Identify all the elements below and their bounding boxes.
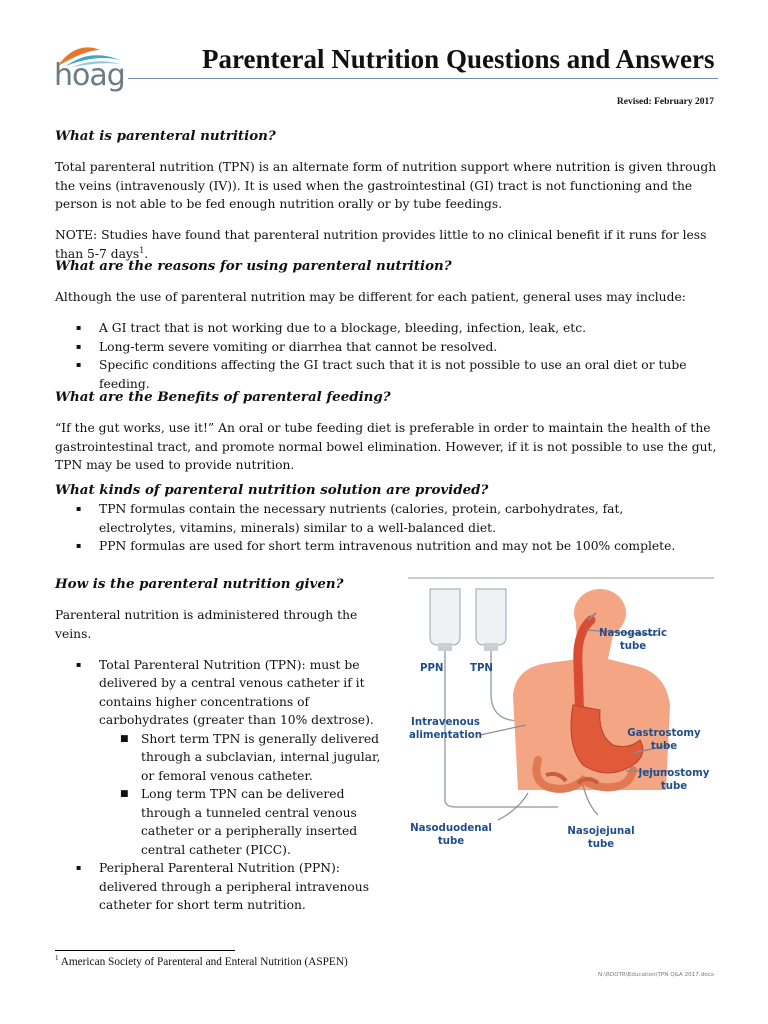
label-nasojejunal-tube: Nasojejunal tube: [567, 826, 635, 850]
footnote-ref[interactable]: 1: [139, 245, 145, 255]
paragraph: Parenteral nutrition is administered through the veins.: [55, 608, 358, 641]
label-ppn: PPN: [420, 663, 444, 674]
ppn-bag-icon: [430, 589, 460, 655]
label-intravenous-alimentation: Intravenous alimentation: [409, 717, 482, 741]
list-item: ▪ Specific conditions affecting the GI tract such that it is not possible to use an oral diet or tube feeding.: [99, 356, 699, 393]
hoag-logo: [50, 42, 130, 98]
tpn-sublist: [99, 730, 381, 860]
delivery-list: [55, 656, 390, 915]
footnote-rule: [55, 950, 235, 951]
section-what-is: [55, 127, 720, 275]
sublist-item: ■ Long term TPN can be delivered through a tunneled central venous catheter or a peripherally inserted central catheter (PICC).: [141, 785, 381, 859]
logo-text: hoag: [54, 58, 125, 93]
paragraph: “If the gut works, use it!” An oral or tube feeding diet is preferable in order to maintain the health of the gastrointestinal tract, and promote normal bowel elimination. However, if it is not possible to use the gut, TPN may be used to provide nutrition.: [55, 421, 717, 473]
section-heading: How is the parenteral nutrition given?: [55, 576, 344, 592]
page-title: Parenteral Nutrition Questions and Answers: [202, 44, 715, 74]
revised-date: Revised: February 2017: [616, 97, 714, 107]
footnote-number: 1: [55, 954, 59, 963]
tpn-bag-icon: [476, 589, 506, 651]
list-item: ▪ TPN formulas contain the necessary nutrients (calories, protein, carbohydrates, fat, electrolytes, vitamins, minerals) similar to a well-balanced diet.: [99, 500, 659, 537]
note-text: NOTE: Studies have found that parenteral nutrition provides little to no clinical benefit if it runs for less than 5-7 days: [55, 228, 707, 261]
label-gastrostomy-tube: Gastrostomy tube: [627, 728, 701, 752]
paragraph: Although the use of parenteral nutrition may be different for each patient, general uses may include:: [55, 290, 686, 305]
section-benefits: [55, 388, 720, 487]
sublist-item: ■ Short term TPN is generally delivered through a subclavian, internal jugular, or femoral venous catheter.: [141, 730, 381, 786]
label-tpn: TPN: [470, 663, 493, 674]
footnote-text: American Society of Parenteral and Enteral Nutrition (ASPEN): [58, 956, 348, 968]
file-path: N:\RDOTR\Education\TPN Q&A 2017.docx: [598, 972, 714, 978]
list-item: ▪ A GI tract that is not working due to a blockage, bleeding, infection, leak, etc.: [99, 319, 720, 338]
section-how-given: [55, 575, 390, 915]
tpn-text: Total Parenteral Nutrition (TPN): must be delivered by a central venous catheter if it contains higher concentrations of carbohydrates (greater than 10% dextrose).: [99, 657, 374, 728]
section-heading: What kinds of parenteral nutrition solution are provided?: [55, 482, 489, 498]
title-rule: [128, 78, 718, 79]
label-nasoduodenal-tube: Nasoduodenal tube: [410, 823, 492, 847]
kinds-list: [55, 500, 720, 556]
reasons-list: [55, 319, 720, 393]
footnote: [55, 956, 348, 968]
list-item: ▪ PPN formulas are used for short term intravenous nutrition and may not be 100% complete.: [99, 537, 720, 556]
label-nasogastric-tube: Nasogastric tube: [598, 628, 668, 652]
list-item: ▪ Long-term severe vomiting or diarrhea that cannot be resolved.: [99, 338, 720, 357]
section-kinds: [55, 481, 720, 556]
section-heading: What is parenteral nutrition?: [55, 128, 276, 144]
section-heading: What are the Benefits of parenteral feeding?: [55, 389, 391, 405]
section-heading: What are the reasons for using parenteral nutrition?: [55, 258, 452, 274]
label-jejunostomy-tube: Jejunostomy tube: [638, 768, 710, 792]
note-end: .: [144, 246, 149, 261]
list-item-ppn: ▪ Peripheral Parenteral Nutrition (PPN): delivered through a peripheral intravenous catheter for short term nutrition.: [99, 859, 379, 915]
list-item-tpn: [99, 656, 381, 860]
section-reasons: [55, 257, 720, 393]
paragraph: Total parenteral nutrition (TPN) is an alternate form of nutrition support where nutrition is given through the veins (intravenously (IV)). It is used when the gastrointestinal (GI) tract is not functioning and the person is not able to be fed enough nutrition orally or by tube feedings.: [55, 160, 717, 212]
feeding-methods-illustration: [408, 575, 714, 865]
